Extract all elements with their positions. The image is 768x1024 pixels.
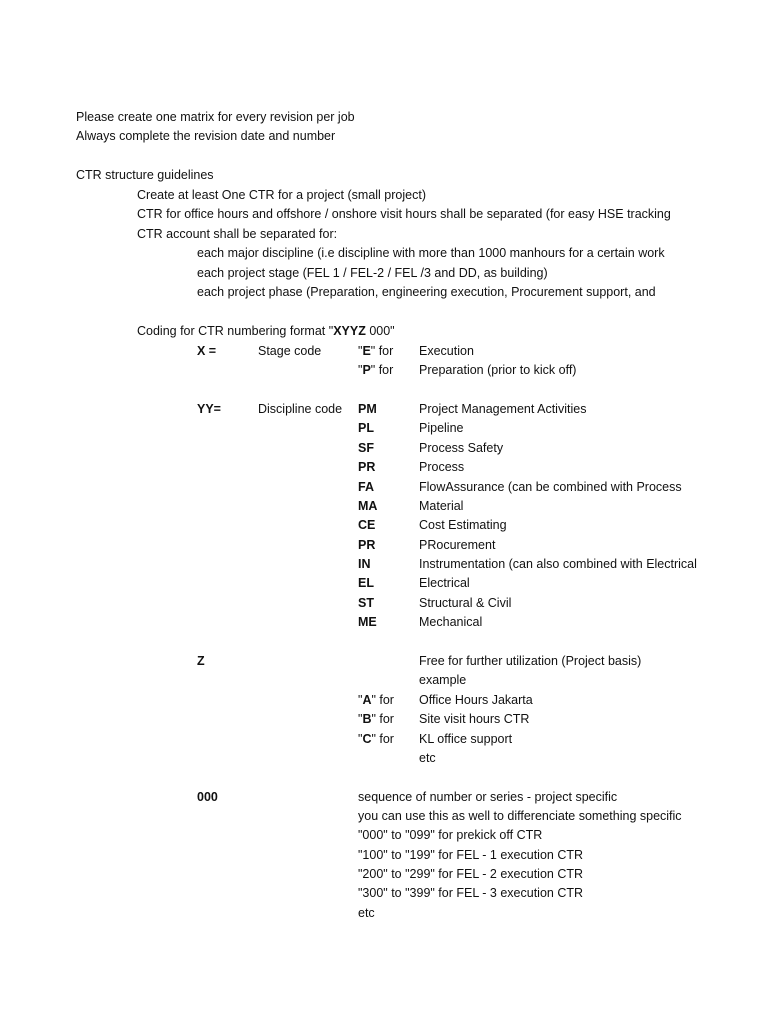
x-option-letter: "P" for (358, 363, 394, 377)
seq-code: 000 (197, 790, 218, 804)
discipline-code: PR (358, 460, 376, 474)
seq-line: sequence of number or series - project specific (358, 790, 618, 804)
coding-format (137, 322, 395, 342)
discipline-code: PR (358, 537, 376, 552)
seq-line: "100" to "199" for FEL - 1 execution CTR (358, 847, 584, 862)
guideline-row-1 (0, 186, 661, 206)
discipline-name: Structural & Civil (419, 595, 512, 610)
z-option-letter: "C" for (358, 731, 394, 746)
yy-row-6 (0, 497, 661, 517)
guidelines-heading-row (0, 166, 661, 186)
discipline-code: ME (358, 615, 377, 629)
discipline-name: Electrical (419, 576, 470, 590)
x-option-meaning: Preparation (prior to kick off) (419, 363, 577, 377)
yy-row-7 (0, 516, 661, 536)
z-row-4 (0, 710, 661, 730)
discipline-name: Project Management Activities (419, 402, 587, 416)
seq-row-7 (0, 904, 661, 924)
x-code: X = (197, 343, 217, 358)
seq-line: you can use this as well to differenciate something specific (358, 809, 682, 823)
z-etc: etc (419, 751, 436, 765)
coding-format-suffix: 000" (365, 324, 395, 338)
yy-code: YY= (197, 402, 221, 416)
z-row-3 (0, 691, 661, 711)
discipline-code: PM (358, 402, 377, 416)
coding-format-prefix: Coding for CTR numbering format " (137, 324, 334, 338)
x-option-letter: "E" for (358, 343, 394, 358)
z-option-meaning: Office Hours Jakarta (419, 692, 533, 707)
discipline-name: FlowAssurance (can be combined with Process (419, 479, 682, 494)
z-option-letter: "A" for (358, 692, 394, 707)
seq-row-2 (0, 807, 682, 827)
guideline-item-3: CTR account shall be separated for: (137, 226, 338, 241)
discipline-name: Pipeline (419, 421, 464, 435)
discipline-name: PRocurement (419, 537, 496, 552)
z-description: Free for further utilization (Project basis) (419, 653, 642, 668)
x-row-1 (0, 342, 661, 362)
guideline-sub-row-2 (0, 264, 661, 284)
z-option-meaning: Site visit hours CTR (419, 712, 530, 726)
guideline-item-2: CTR for office hours and offshore / onshore visit hours shall be separated (for easy HSE tracking (137, 207, 671, 221)
z-example-label: example (419, 673, 467, 687)
yy-label: Discipline code (258, 402, 343, 416)
x-label: Stage code (258, 343, 322, 358)
yy-row-2 (0, 419, 661, 439)
z-row-1 (0, 652, 661, 672)
discipline-code: SF (358, 440, 374, 455)
discipline-code: ST (358, 595, 374, 610)
discipline-name: Instrumentation (can also combined with Electrical (419, 557, 697, 571)
z-row-2 (0, 671, 661, 691)
discipline-code: IN (358, 557, 371, 571)
yy-row-10 (0, 574, 661, 594)
guidelines-heading: CTR structure guidelines (76, 168, 214, 182)
guideline-sub-3: each project phase (Preparation, engineering execution, Procurement support, and (197, 285, 656, 299)
coding-format-row (0, 322, 661, 342)
guideline-sub-2: each project stage (FEL 1 / FEL-2 / FEL /3 and DD, as building) (197, 265, 548, 280)
discipline-code: PL (358, 421, 374, 435)
intro-line-2: Always complete the revision date and number (76, 129, 336, 143)
seq-line: etc (358, 905, 375, 920)
yy-row-4 (0, 458, 661, 478)
discipline-name: Cost Estimating (419, 518, 507, 532)
guideline-sub-row-3 (0, 283, 661, 303)
guideline-sub-row-1 (0, 244, 665, 264)
discipline-code: EL (358, 576, 374, 590)
z-code: Z (197, 653, 205, 668)
discipline-name: Process (419, 460, 465, 474)
x-option-meaning: Execution (419, 343, 474, 358)
z-option-meaning: KL office support (419, 731, 513, 746)
guideline-sub-1: each major discipline (i.e discipline with more than 1000 manhours for a certain work (197, 246, 665, 260)
yy-row-3 (0, 439, 661, 459)
seq-row-1 (0, 788, 661, 808)
intro-row-1 (0, 108, 661, 128)
discipline-code: MA (358, 498, 378, 513)
yy-row-12 (0, 613, 661, 633)
seq-row-3 (0, 826, 661, 846)
discipline-name: Process Safety (419, 440, 504, 455)
seq-line: "300" to "399" for FEL - 3 execution CTR (358, 886, 584, 900)
coding-format-code: XYYZ (333, 324, 366, 338)
z-row-6 (0, 749, 661, 769)
seq-line: "200" to "299" for FEL - 2 execution CTR (358, 867, 584, 881)
seq-line: "000" to "099" for prekick off CTR (358, 828, 543, 842)
z-row-5 (0, 730, 661, 750)
intro-line-1: Please create one matrix for every revision per job (76, 109, 355, 124)
z-option-letter: "B" for (358, 712, 394, 726)
guideline-row-2 (0, 205, 671, 225)
yy-row-9 (0, 555, 697, 575)
discipline-name: Material (419, 498, 464, 513)
yy-row-8 (0, 536, 661, 556)
seq-row-6 (0, 884, 661, 904)
seq-row-4 (0, 846, 661, 866)
discipline-code: CE (358, 518, 376, 532)
yy-row-11 (0, 594, 661, 614)
yy-row-5 (0, 478, 682, 498)
guideline-row-3 (0, 225, 661, 245)
intro-row-2 (0, 127, 661, 147)
discipline-code: FA (358, 479, 374, 494)
x-row-2 (0, 361, 661, 381)
discipline-name: Mechanical (419, 615, 483, 629)
yy-row-1 (0, 400, 661, 420)
seq-row-5 (0, 865, 661, 885)
guideline-item-1: Create at least One CTR for a project (small project) (137, 187, 426, 202)
